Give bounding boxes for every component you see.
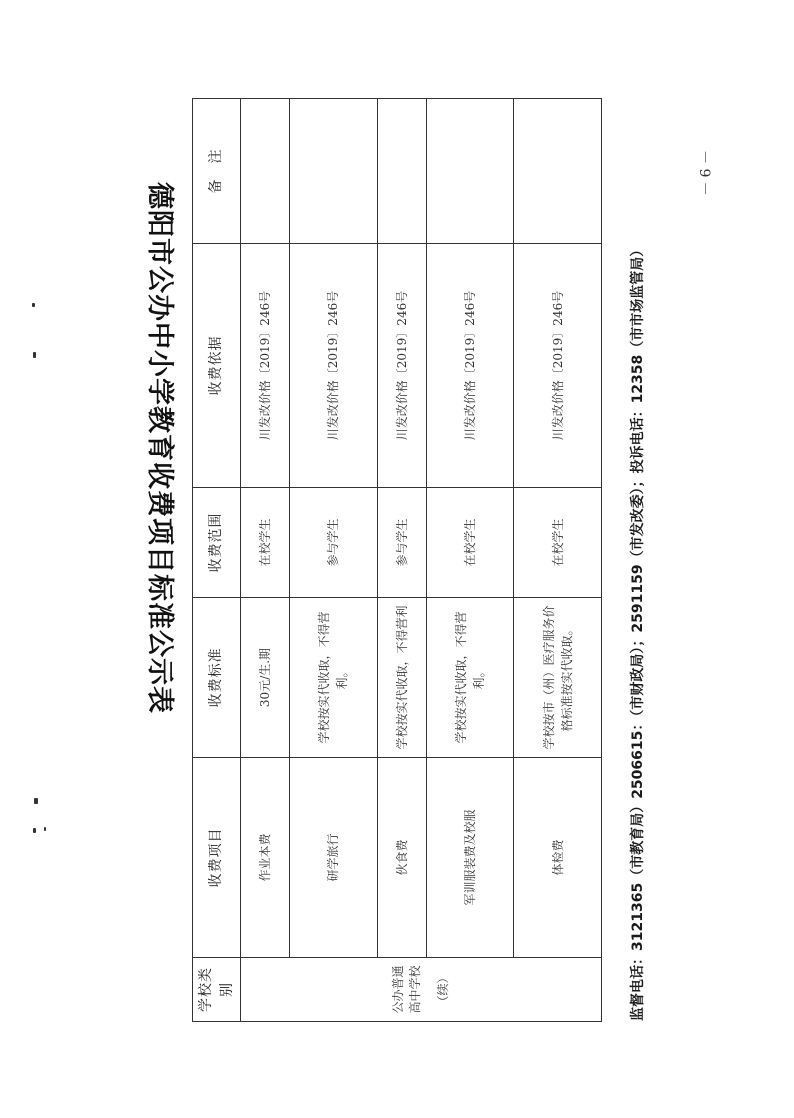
fee-range: 在校学生	[426, 488, 514, 598]
fee-item: 体检费	[514, 758, 602, 958]
table-row	[241, 99, 290, 1022]
fee-standard: 30元/生.期	[241, 598, 290, 758]
header-school-category: 学校类别	[193, 958, 241, 1022]
table-row	[377, 99, 426, 1022]
fee-standard: 学校按实代收取，不得营利	[377, 598, 426, 758]
school-category-cell	[241, 958, 602, 1022]
fee-standard: 学校按实代收取，不得营利。	[426, 598, 514, 758]
table-header-row	[193, 99, 241, 1022]
fee-item: 伙食费	[377, 758, 426, 958]
fee-range: 参与学生	[377, 488, 426, 598]
fee-item: 研学旅行	[290, 758, 378, 958]
fee-note	[514, 99, 602, 244]
fee-standard: 学校按市（州）医疗服务价格标准按实代收取。	[514, 598, 602, 758]
school-category-label: 公办普通高中学校	[390, 965, 423, 1014]
fee-note	[241, 99, 290, 244]
scan-speck	[33, 828, 36, 833]
fee-note	[426, 99, 514, 244]
fee-range: 参与学生	[290, 488, 378, 598]
document-title: 德阳市公办中小学教育收费项目标准公示表	[144, 182, 175, 714]
scan-speck	[44, 827, 46, 831]
header-fee-range: 收费范围	[193, 488, 241, 598]
fee-range: 在校学生	[241, 488, 290, 598]
fee-note	[290, 99, 378, 244]
scan-speck	[33, 352, 36, 358]
page-number: － 9 －	[696, 150, 712, 196]
header-fee-basis: 收费依据	[193, 244, 241, 488]
fee-note	[377, 99, 426, 244]
supervision-hotline-footer: 监督电话：3121365（市教育局）2506615：（市财政局）；2591159（市发改委）；投诉电话：12358（市市场监管局）	[630, 242, 646, 1021]
table-row	[514, 99, 602, 1022]
fee-item: 军训服装费及校服	[426, 758, 514, 958]
scan-speck	[32, 303, 35, 307]
fee-basis: 川发改价格〔2019〕246号	[514, 244, 602, 488]
table-row	[290, 99, 378, 1022]
fee-basis: 川发改价格〔2019〕246号	[241, 244, 290, 488]
fee-basis: 川发改价格〔2019〕246号	[290, 244, 378, 488]
fee-range: 在校学生	[514, 488, 602, 598]
fee-table-container	[192, 98, 602, 1021]
fee-table	[192, 98, 602, 1022]
fee-standard: 学校按实代收取，不得营利。	[290, 598, 378, 758]
table-row	[426, 99, 514, 1022]
continued-mark: （续）	[435, 971, 450, 1008]
fee-basis: 川发改价格〔2019〕246号	[426, 244, 514, 488]
fee-item: 作业本费	[241, 758, 290, 958]
fee-basis: 川发改价格〔2019〕246号	[377, 244, 426, 488]
header-note: 备 注	[193, 99, 241, 244]
header-fee-item: 收费项目	[193, 758, 241, 958]
scan-speck	[34, 798, 38, 804]
rotated-sheet	[122, 98, 646, 1048]
header-fee-standard: 收费标准	[193, 598, 241, 758]
